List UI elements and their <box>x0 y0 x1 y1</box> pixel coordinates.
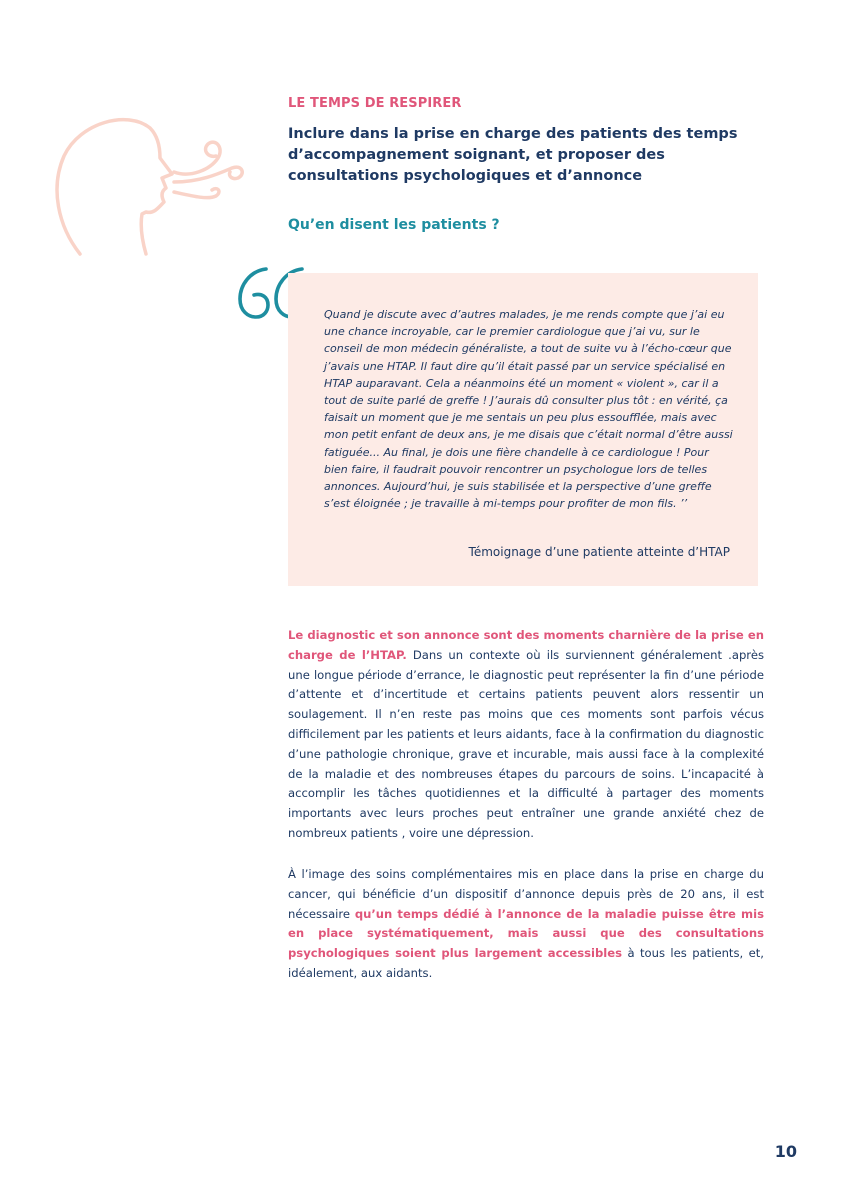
section-title: Inclure dans la prise en charge des patients des temps d’accompagnement soignant, et proposer des consultations psychologiques et d’annonce <box>288 126 738 184</box>
announcement-highlight: qu’un temps dédié à l’annonce de la maladie puisse être mis en place systématiquement, mais aussi que des consultations psychologiques soient plus largement accessibles <box>288 906 764 961</box>
announcement-text-end: à tous les patients, et, idéalement, aux aidants. <box>288 946 764 980</box>
testimonial-attribution: Témoignage d’une patiente atteinte d’HTAP <box>468 545 730 559</box>
body-paragraph-diagnostic <box>288 626 764 844</box>
patients-subheading: Qu’en disent les patients ? <box>288 217 500 233</box>
body-paragraph-announcement <box>288 865 764 984</box>
section-kicker: LE TEMPS DE RESPIRER <box>288 96 462 111</box>
testimonial-text: Quand je discute avec d’autres malades, je me rends compte que j’ai eu une chance incroyable, car le premier cardiologue que j’ai vu, sur le conseil de mon médecin généraliste, a tout de suite vu à l’écho-cœur que j’avais une HTAP. Il faut dire qu’il était passé par un service spécialisé en HTAP auparavant. Cela a néanmoins été un moment « violent », car il a tout de suite parlé de greffe ! J’aurais dû consulter plus tôt : en vérité, ça faisait un moment que je me sentais un peu plus essoufflée, mais avec mon petit enfant de deux ans, je me disais que c’était normal d’être aussi fatiguée... Au final, je dois une fière chandelle à ce cardiologue ! Pour bien faire, il faudrait pouvoir rencontrer un psychologue lors de telles annonces. Aujourd’hui, je suis stabilisée et la perspective d’une greffe s’est éloignée ; je travaille à mi-temps pour profiter de mon fils. ’’ <box>324 308 733 511</box>
page-number: 10 <box>774 1142 797 1161</box>
diagnostic-highlight: Le diagnostic et son annonce sont des moments charnière de la prise en charge de l’HTAP. <box>288 628 764 662</box>
breathing-head-icon <box>50 108 250 258</box>
diagnostic-text: Dans un contexte où ils surviennent généralement .après une longue période d’errance, le diagnostic peut représenter la fin d’une période d’attente et d’incertitude et certains patients peuvent alors ressentir un soulagement. Il n’en reste pas moins que ces moments sont parfois vécus difficilement par les patients et leurs aidants, face à la confirmation du diagnostic d’une pathologie chronique, grave et incurable, mais aussi face à la complexité de la maladie et des nombreuses étapes du parcours de soins. L’incapacité à accomplir les tâches quotidiennes et la difficulté à partager des moments importants avec leurs proches peut entraîner une grande anxiété chez de nombreux patients , voire une dépression. <box>288 647 764 840</box>
testimonial-box <box>288 273 758 586</box>
announcement-text-start: À l’image des soins complémentaires mis en place dans la prise en charge du cancer, qui bénéficie d’un dispositif d’annonce depuis près de 20 ans, il est nécessaire <box>288 867 764 921</box>
